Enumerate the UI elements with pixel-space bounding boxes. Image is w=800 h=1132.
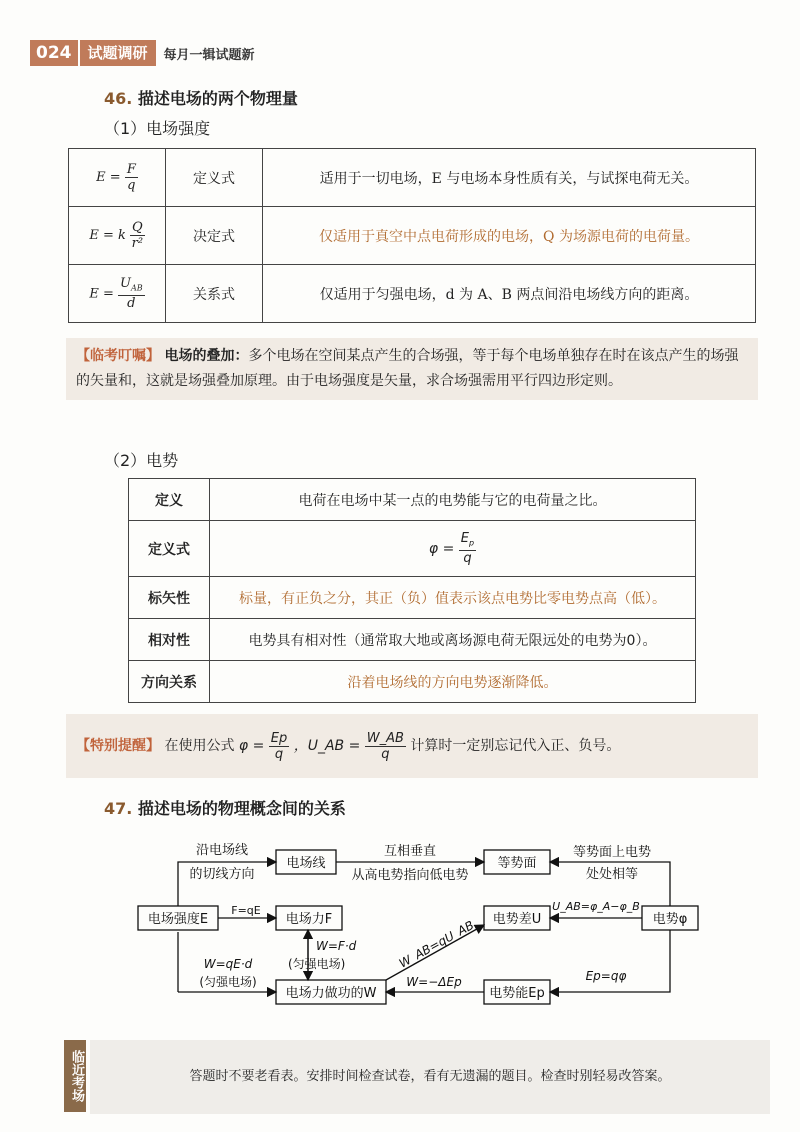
box-label: 电场力F <box>285 912 333 927</box>
section-number: 47. <box>104 799 133 818</box>
row-value: 电势具有相对性（通常取大地或离场源电荷无限远处的电势为0）。 <box>210 619 696 661</box>
side-tab: 临近考场 <box>64 1040 86 1112</box>
row-key: 定义 <box>129 479 210 521</box>
row-key: 方向关系 <box>129 661 210 703</box>
edge-label: 等势面上电势 <box>572 845 652 860</box>
phi-symbol: φ = <box>238 738 265 754</box>
edge-label: W_AB=qU_AB <box>396 918 477 971</box>
edge-label: 沿电场线 <box>195 843 249 858</box>
section-title-text: 描述电场的两个物理量 <box>137 89 298 108</box>
section-title-text: 描述电场的物理概念间的关系 <box>137 799 346 818</box>
note-bold-term: 电场的叠加： <box>164 348 249 364</box>
row-key: 标矢性 <box>129 577 210 619</box>
edge-label: 的切线方向 <box>189 867 255 882</box>
edge-label: W=F·d <box>316 939 357 953</box>
footer-tip: 答题时不要老看表。安排时间检查试卷，看有无遗漏的题目。检查时别轻易改答案。 <box>90 1040 770 1114</box>
row-value: 电荷在电场中某一点的电势能与它的电荷量之比。 <box>210 479 696 521</box>
edge-label: (匀强电场) <box>199 975 257 989</box>
phi-numerator: Ep <box>270 730 288 746</box>
formula-cell: E = k $\frac{Q}{\text{r²}}$ <box>69 207 166 265</box>
row-value: 沿着电场线的方向电势逐渐降低。 <box>210 661 696 703</box>
box-label: 电势φ <box>652 912 688 927</box>
edge-label: 互相垂直 <box>383 844 437 859</box>
box-label: 电场线 <box>286 856 326 871</box>
formula-type: 定义式 <box>166 149 263 207</box>
uab-numerator: W_AB <box>366 730 404 746</box>
uab-denominator: q <box>381 746 390 762</box>
edge-label: 处处相等 <box>585 867 639 882</box>
note-post: 计算时一定别忘记代入正、负号。 <box>410 738 621 754</box>
header-subtitle: 每月一辑试题新 <box>163 47 255 63</box>
box-label: 等势面 <box>497 856 537 871</box>
formula-type: 关系式 <box>166 265 263 323</box>
formula-desc: 适用于一切电场，E 与电场本身性质有关，与试探电荷无关。 <box>263 149 756 207</box>
row-value: φ = $\frac{E_p}{q}$ <box>210 521 696 577</box>
row-value: 标量，有正负之分，其正（负）值表示该点电势比零电势点高（低）。 <box>210 577 696 619</box>
formula-desc: 仅适用于匀强电场，d 为 A、B 两点间沿电场线方向的距离。 <box>263 265 756 323</box>
edge-label: Ep=qφ <box>585 969 627 983</box>
box-label: 电场力做功的W <box>285 986 377 1001</box>
section-number: 46. <box>104 89 133 108</box>
note-label: 【临考叮嘱】 <box>76 348 160 364</box>
row-key: 相对性 <box>129 619 210 661</box>
edge-label: 从高电势指向低电势 <box>351 868 469 883</box>
note-label: 【特别提醒】 <box>76 738 160 754</box>
formula-cell: E = $\frac{U_{AB}}{d}$ <box>69 265 166 323</box>
box-label: 电场强度E <box>147 912 209 927</box>
phi-denominator: q <box>274 746 284 762</box>
header-tag: 试题调研 <box>80 40 156 66</box>
subsection-potential: （2）电势 <box>104 451 179 470</box>
note-pre: 在使用公式 <box>164 738 235 754</box>
subsection-field-strength: （1）电场强度 <box>104 119 211 138</box>
formula-desc: 仅适用于真空中点电荷形成的电场，Q 为场源电荷的电荷量。 <box>263 207 756 265</box>
edge-label: (匀强电场) <box>288 957 346 971</box>
box-label: 电势差U <box>492 912 542 927</box>
note-text: 多个电场在空间某点产生的合场强，等于每个电场单独存在时在该点产生的场强的矢量和，这就是场强叠加原理。由于电场强度是矢量，求合场强需用平行四边形定则。 <box>76 348 739 389</box>
box-label: 电势能Ep <box>489 986 545 1001</box>
edge-label: U_AB=φ_A−φ_B <box>552 900 640 913</box>
uab-symbol: ，U_AB = <box>293 738 361 754</box>
formula-cell: E = $\frac{F}{q}$ <box>69 149 166 207</box>
edge-label: F=qE <box>231 904 261 917</box>
formula-type: 决定式 <box>166 207 263 265</box>
row-key: 定义式 <box>129 521 210 577</box>
page-number: 024 <box>30 40 78 66</box>
edge-label: W=−ΔEp <box>406 975 462 989</box>
edge-label: W=qE·d <box>203 957 253 971</box>
